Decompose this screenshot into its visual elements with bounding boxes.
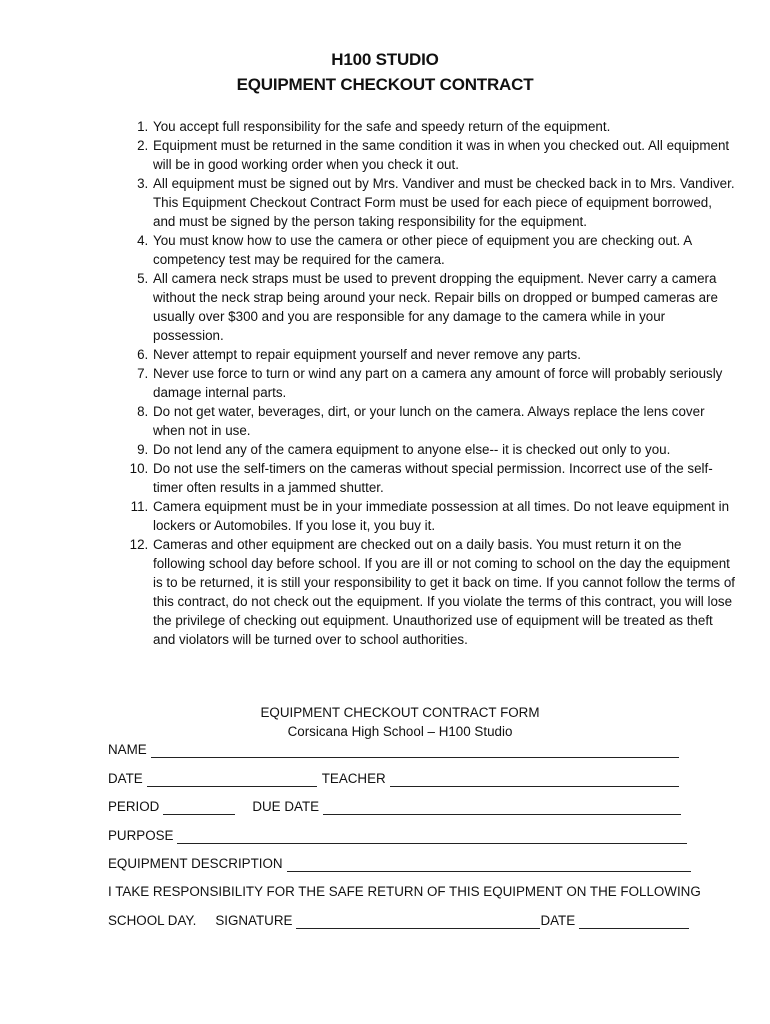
rule-item: 8. Do not get water, beverages, dirt, or your lunch on the camera. Always replace the lens cover when not in use. — [152, 402, 737, 440]
signature-date-field[interactable] — [579, 915, 689, 929]
form-subheading: Corsicana High School – H100 Studio — [287, 724, 513, 739]
rule-item: 1. You accept full responsibility for the safe and speedy return of the equipment. — [152, 117, 737, 136]
rule-item: 7. Never use force to turn or wind any part on a camera any amount of force will probably seriously damage internal parts. — [152, 364, 737, 402]
teacher-label: TEACHER — [321, 771, 386, 786]
due-date-field[interactable] — [323, 801, 681, 815]
rule-item: 10. Do not use the self-timers on the cameras without special permission. Incorrect use of the self-timer often results in a jammed shutter. — [152, 459, 737, 497]
form-heading: EQUIPMENT CHECKOUT CONTRACT FORM — [260, 705, 540, 720]
equipment-description-field[interactable] — [287, 858, 691, 872]
responsibility-row — [108, 884, 708, 900]
signature-field[interactable] — [296, 915, 540, 929]
equipment-description-label: EQUIPMENT DESCRIPTION — [108, 856, 283, 871]
due-date-label: DUE DATE — [252, 799, 320, 814]
signature-row — [108, 913, 708, 929]
period-due-row — [108, 799, 708, 815]
rule-item: 3. All equipment must be signed out by Mrs. Vandiver and must be checked back in to Mrs. Vandiver. This Equipment Checkout Contract Form must be used for each piece of equipment borrowed, and must be signed by the person taking responsibility for the equipment. — [152, 174, 737, 231]
name-label: NAME — [108, 742, 147, 757]
period-field[interactable] — [163, 801, 235, 815]
signature-date-label: DATE — [540, 913, 576, 928]
rule-item: 4. You must know how to use the camera or other piece of equipment you are checking out. A competency test may be required for the camera. — [152, 231, 737, 269]
rule-item: 5. All camera neck straps must be used to prevent dropping the equipment. Never carry a camera without the neck strap being around your neck. Repair bills on dropped or bumped cameras are usually over $300 and you are responsible for any damage to the camera while in your possession. — [152, 269, 737, 345]
document-title-studio: H100 STUDIO — [331, 50, 439, 69]
rules-list — [120, 117, 737, 649]
signature-label: SIGNATURE — [215, 913, 293, 928]
equipment-description-row — [108, 856, 708, 872]
date-field[interactable] — [147, 773, 317, 787]
date-teacher-row — [108, 771, 708, 787]
rule-item: 12. Cameras and other equipment are checked out on a daily basis. You must return it on the following school day before school. If you are ill or not coming to school on the day the equipment is to be returned, it is still your responsibility to get it back on time. If you cannot follow the terms of this contract, do not check out the equipment. If you violate the terms of this contract, you will lose the privilege of checking out equipment. Unauthorized use of equipment will be treated as theft and violators will be turned over to school authorities. — [152, 535, 737, 649]
rule-item: 2. Equipment must be returned in the same condition it was in when you checked out. All equipment will be in good working order when you check it out. — [152, 136, 737, 174]
rule-item: 9. Do not lend any of the camera equipment to anyone else-- it is checked out only to you. — [152, 440, 737, 459]
purpose-row — [108, 828, 708, 844]
name-row — [108, 742, 708, 758]
school-day-label: SCHOOL DAY. — [108, 913, 197, 928]
period-label: PERIOD — [108, 799, 160, 814]
name-field[interactable] — [151, 744, 679, 758]
rule-item: 6. Never attempt to repair equipment yourself and never remove any parts. — [152, 345, 737, 364]
purpose-field[interactable] — [177, 830, 687, 844]
document-title-contract: EQUIPMENT CHECKOUT CONTRACT — [236, 75, 534, 94]
purpose-label: PURPOSE — [108, 828, 174, 843]
teacher-field[interactable] — [390, 773, 679, 787]
rule-item: 11. Camera equipment must be in your immediate possession at all times. Do not leave equipment in lockers or Automobiles. If you lose it, you buy it. — [152, 497, 737, 535]
responsibility-statement: I TAKE RESPONSIBILITY FOR THE SAFE RETURN OF THIS EQUIPMENT ON THE FOLLOWING — [108, 884, 701, 899]
date-label: DATE — [108, 771, 143, 786]
